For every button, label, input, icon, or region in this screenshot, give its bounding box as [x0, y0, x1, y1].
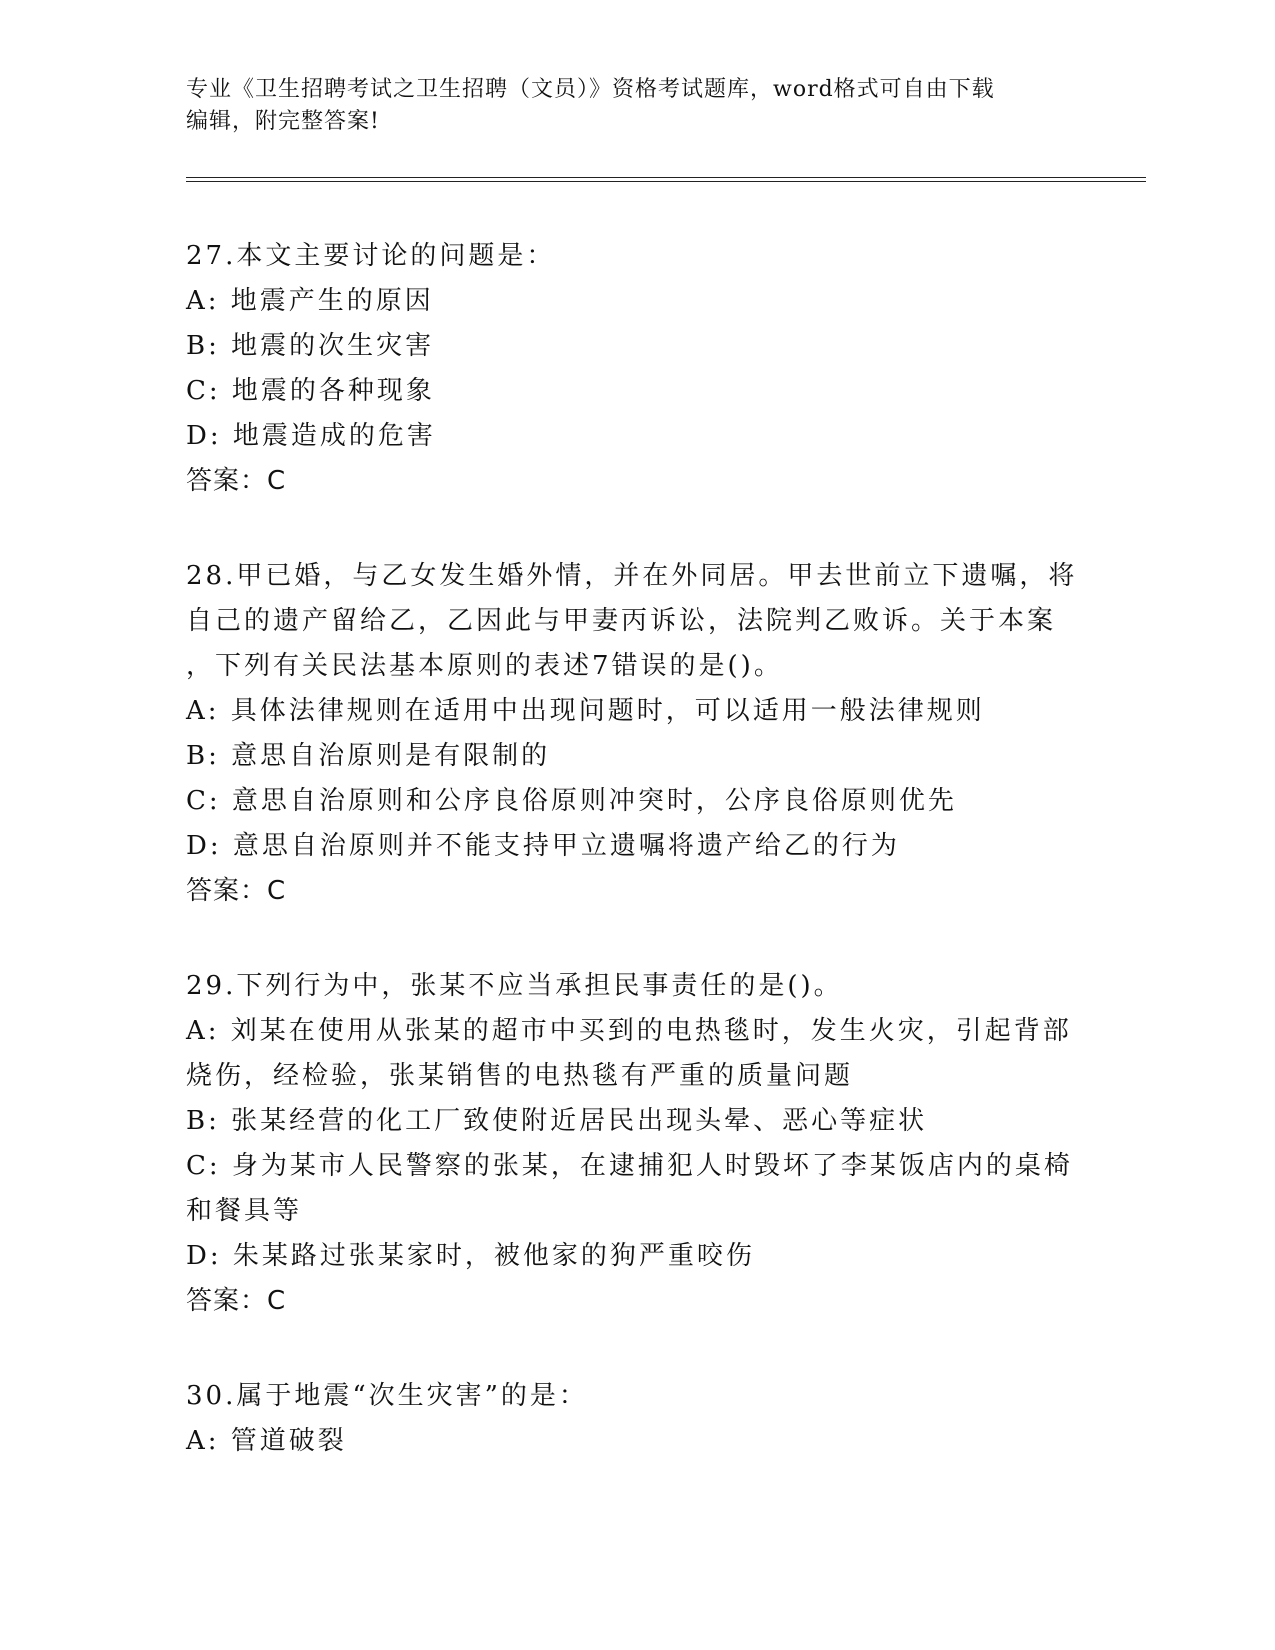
option-b: B: 地震的次生灾害 — [186, 331, 435, 361]
option-a-continued: 烧伤，经检验，张某销售的电热毯有严重的质量问题 — [186, 1061, 854, 1091]
header-line-1: 专业《卫生招聘考试之卫生招聘（文员）》资格考试题库，word格式可自由下载 — [186, 77, 995, 102]
option-c: C: 意思自治原则和公序良俗原则冲突时，公序良俗原则优先 — [186, 786, 957, 816]
option-d: D: 地震造成的危害 — [186, 421, 436, 451]
header-divider-top — [186, 177, 1146, 178]
option-c: C: 地震的各种现象 — [186, 376, 435, 406]
question-list — [186, 234, 1086, 1514]
answer-line: 答案：C — [186, 1286, 287, 1316]
option-d: D: 意思自治原则并不能支持甲立遗嘱将遗产给乙的行为 — [186, 831, 900, 861]
header-divider-bottom — [186, 181, 1146, 182]
question-text-line-2: 自己的遗产留给乙，乙因此与甲妻丙诉讼，法院判乙败诉。关于本案 — [186, 606, 1057, 636]
question-29 — [186, 964, 1086, 1324]
option-d: D: 朱某路过张某家时，被他家的狗严重咬伤 — [186, 1241, 755, 1271]
option-a: A: 地震产生的原因 — [186, 286, 434, 316]
option-b: B: 意思自治原则是有限制的 — [186, 741, 551, 771]
option-a: A: 刘某在使用从张某的超市中买到的电热毯时，发生火灾，引起背部 — [186, 1016, 1072, 1046]
question-text: 27.本文主要讨论的问题是： — [186, 241, 556, 271]
option-c-continued: 和餐具等 — [186, 1196, 303, 1226]
answer-line: 答案：C — [186, 466, 287, 496]
question-text-line-1: 28.甲已婚，与乙女发生婚外情，并在外同居。甲去世前立下遗嘱，将 — [186, 561, 1078, 591]
question-text: 30.属于地震“次生灾害”的是： — [186, 1381, 588, 1411]
question-30 — [186, 1374, 1086, 1464]
question-text-line-3: ，下列有关民法基本原则的表述7错误的是()。 — [186, 651, 783, 681]
header-line-2: 编辑，附完整答案! — [186, 109, 380, 134]
answer-line: 答案：C — [186, 876, 287, 906]
option-c: C: 身为某市人民警察的张某，在逮捕犯人时毁坏了李某饭店内的桌椅 — [186, 1151, 1073, 1181]
question-27 — [186, 234, 1086, 504]
document-header — [186, 74, 1066, 138]
option-a: A: 管道破裂 — [186, 1426, 347, 1456]
option-a: A: 具体法律规则在适用中出现问题时，可以适用一般法律规则 — [186, 696, 985, 726]
question-text: 29.下列行为中，张某不应当承担民事责任的是()。 — [186, 971, 843, 1001]
question-28 — [186, 554, 1086, 914]
option-b: B: 张某经营的化工厂致使附近居民出现头晕、恶心等症状 — [186, 1106, 928, 1136]
